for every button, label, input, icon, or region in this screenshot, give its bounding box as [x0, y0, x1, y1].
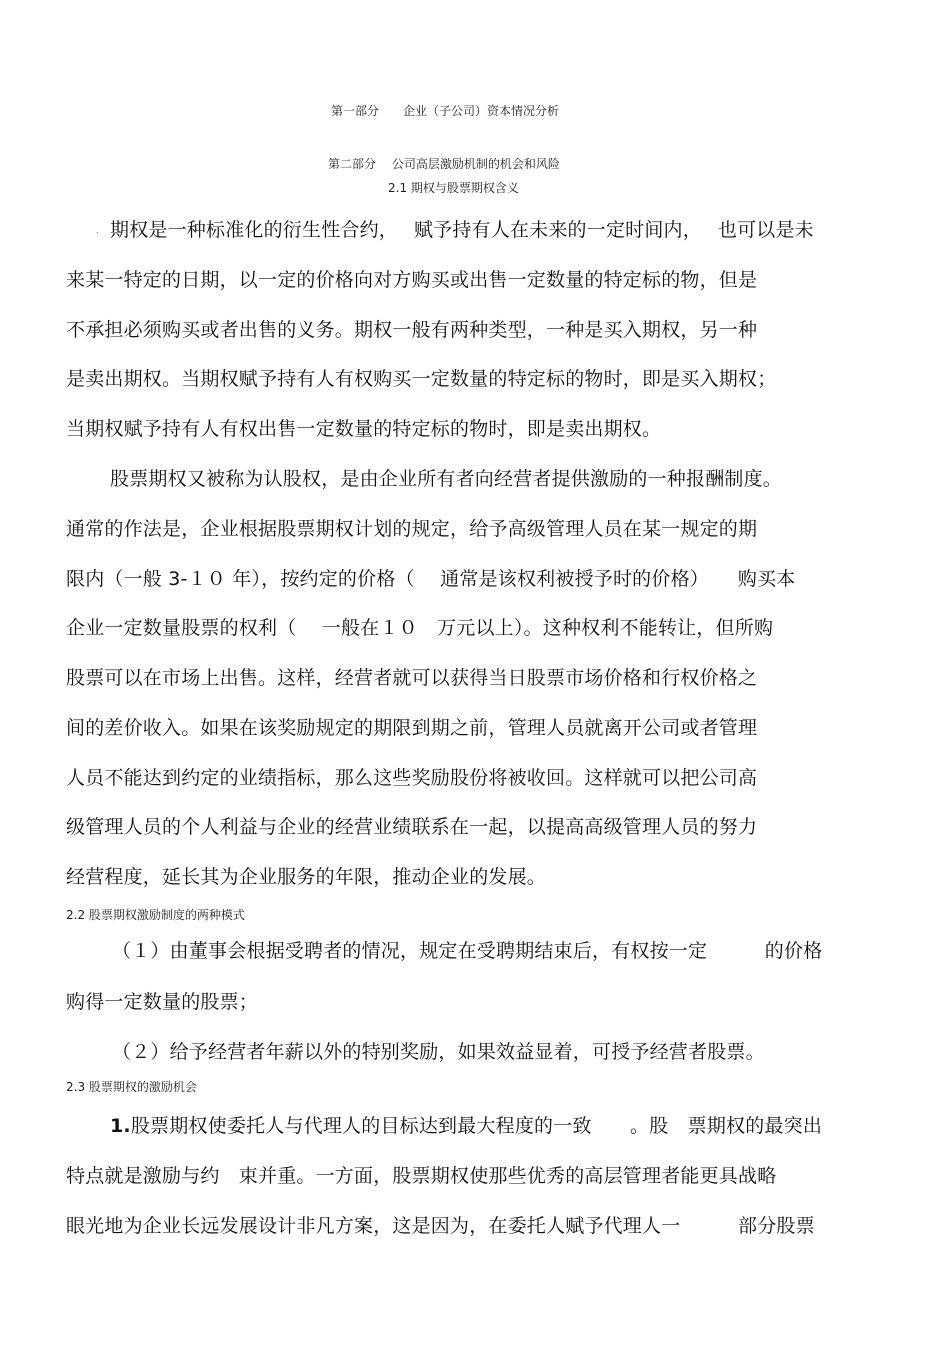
heading-section-2-1: 2.1 期权与股票期权含义	[388, 181, 519, 195]
paragraph-1-line-5: 当期权赋予持有人有权出售一定数量的特定标的物时，即是卖出期权。	[66, 418, 662, 440]
paragraph-2-line-7: 人员不能达到约定的业绩指标，那么这些奖励股份将被收回。这样就可以把公司高	[66, 767, 758, 789]
paragraph-2-line-1: 股票期权又被称为认股权，是由企业所有者向经营者提供激励的一种报酬制度。	[110, 468, 783, 490]
paragraph-2-line-4: 企业一定数量股票的权利（ 一般在１０ 万元以上）。这种权利不能转让，但所购	[66, 617, 774, 639]
paragraph-2-line-9: 经营程度，延长其为企业服务的年限，推动企业的发展。	[66, 866, 547, 888]
paragraph-5-line-2: 特点就是激励与约 束并重。一方面，股票期权使那些优秀的高层管理者能更具战略	[66, 1165, 777, 1187]
paragraph-3-line-2: 购得一定数量的股票；	[66, 991, 259, 1013]
heading-section-2-2: 2.2 股票期权激励制度的两种模式	[66, 908, 245, 922]
paragraph-2-line-5: 股票可以在市场上出售。这样，经营者就可以获得当日股票市场价格和行权价格之	[66, 667, 758, 689]
list-number: 1.	[110, 1115, 131, 1137]
heading-section-2-3: 2.3 股票期权的激励机会	[66, 1080, 197, 1094]
paragraph-5-line-1-text: 股票期权使委托人与代理人的目标达到最大程度的一致 。股 票期权的最突出	[130, 1115, 823, 1137]
paragraph-4-line-1: （２）给予经营者年薪以外的特别奖励，如果效益显着，可授予经营者股票。	[112, 1041, 765, 1063]
paragraph-2-line-3: 限内（一般 3-１０ 年），按约定的价格（ 通常是该权利被授予时的价格） 购买本	[66, 568, 796, 590]
paragraph-1-line-3: 不承担必须购买或者出售的义务。期权一般有两种类型，一种是买入期权，另一种	[66, 319, 758, 341]
paragraph-5-line-1	[110, 1111, 822, 1138]
paragraph-1-line-4: 是卖出期权。当期权赋予持有人有权购买一定数量的特定标的物时，即是买入期权；	[66, 368, 777, 390]
heading-part-1: 第一部分 企业（子公司）资本情况分析	[331, 104, 560, 118]
paragraph-1-line-2: 来某一特定的日期，以一定的价格向对方购买或出售一定数量的特定标的物，但是	[66, 269, 758, 291]
paragraph-2-line-6: 间的差价收入。如果在该奖励规定的期限到期之前，管理人员就离开公司或者管理	[66, 717, 758, 739]
paragraph-2-line-2: 通常的作法是，企业根据股票期权计划的规定，给予高级管理人员在某一规定的期	[66, 518, 758, 540]
paragraph-1-line-1: 期权是一种标准化的衍生性合约， 赋予持有人在未来的一定时间内， 也可以是未	[110, 219, 814, 241]
paragraph-2-line-8: 级管理人员的个人利益与企业的经营业绩联系在一起，以提高高级管理人员的努力	[66, 816, 758, 838]
stray-mark: .	[96, 226, 99, 235]
paragraph-3-line-1: （１）由董事会根据受聘者的情况，规定在受聘期结束后，有权按一定 的价格	[112, 940, 823, 962]
heading-part-2: 第二部分 公司高层激励机制的机会和风险	[328, 157, 560, 171]
paragraph-5-line-3: 眼光地为企业长远发展设计非凡方案，这是因为，在委托人赋予代理人一 部分股票	[66, 1215, 815, 1237]
